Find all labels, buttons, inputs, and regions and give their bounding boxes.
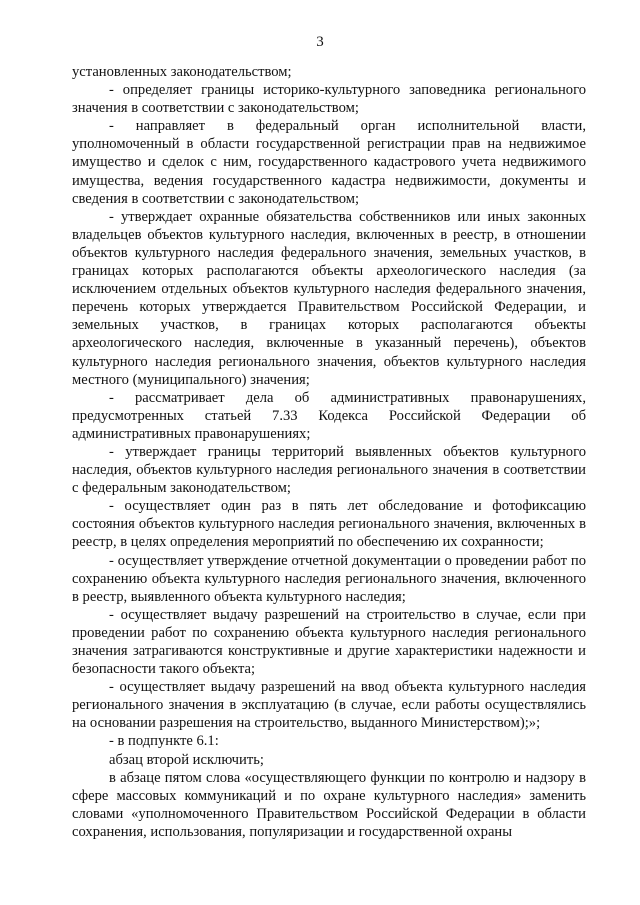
paragraph: в абзаце пятом слова «осуществляющего функции по контролю и надзору в сфере массовых коммуникаций и по охране культурного наследия» заменить словами «уполномоченного Правительством Российской Федерации в области сохранения, использования, популяризации и государственной охраны — [72, 769, 586, 840]
paragraph: абзац второй исключить; — [109, 751, 264, 768]
paragraph: - осуществляет утверждение отчетной документации о проведении работ по сохранению объекта культурного наследия регионального значения, включенного в реестр, выявленного объекта культурного наследия; — [72, 552, 586, 605]
paragraph: - осуществляет один раз в пять лет обследование и фотофиксацию состояния объектов культурного наследия регионального значения, включенных в реестр, в целях определения мероприятий по обеспечению их сохранности; — [72, 498, 586, 551]
paragraph: - определяет границы историко-культурного заповедника регионального значения в соответствии с законодательством; — [72, 82, 586, 117]
paragraph: - направляет в федеральный орган исполнительной власти, уполномоченный в области государственной регистрации прав на недвижимое имущество и сделок с ним, государственного кадастрового учета недвижимого имущества, ведения государственного кадастра недвижимости, документы и сведения в соответствии с законодательством; — [72, 118, 586, 207]
paragraph: установленных законодательством; — [72, 64, 292, 80]
paragraph: - утверждает границы территорий выявленных объектов культурного наследия, объектов культурного наследия регионального значения в соответствии с федеральным законодательством; — [72, 443, 586, 497]
paragraph: - рассматривает дела об административных правонарушениях, предусмотренных статьей 7.33 Кодекса Российской Федерации об административных правонарушениях; — [72, 389, 586, 442]
page-number: 3 — [316, 34, 324, 50]
paragraph: - осуществляет выдачу разрешений на строительство в случае, если при проведении работ по сохранению объекта культурного наследия регионального значения затрагиваются конструктивные и другие характеристики надежности и безопасности такого объекта; — [72, 606, 586, 678]
paragraph: - утверждает охранные обязательства собственников или иных законных владельцев объектов культурного наследия, включенных в реестр, в отношении объектов культурного наследия федерального значения, земельных участков, в границах которых располагаются объекты археологического наследия (за исключением отдельных объектов культурного наследия федерального значения, перечень которых утверждается Правительством Российской Федерации, и земельных участков, в границах которых располагаются объекты археологического наследия, включенные в указанный перечень), объектов культурного наследия регионального значения, объектов культурного наследия местного (муниципального) значения; — [72, 208, 586, 388]
paragraph: - в подпункте 6.1: — [109, 733, 219, 750]
document-body — [72, 63, 586, 841]
paragraph: - осуществляет выдачу разрешений на ввод объекта культурного наследия регионального значения в эксплуатацию (в случае, если работы осуществлялись на основании разрешения на строительство, выданного Министерством);»; — [72, 679, 586, 732]
